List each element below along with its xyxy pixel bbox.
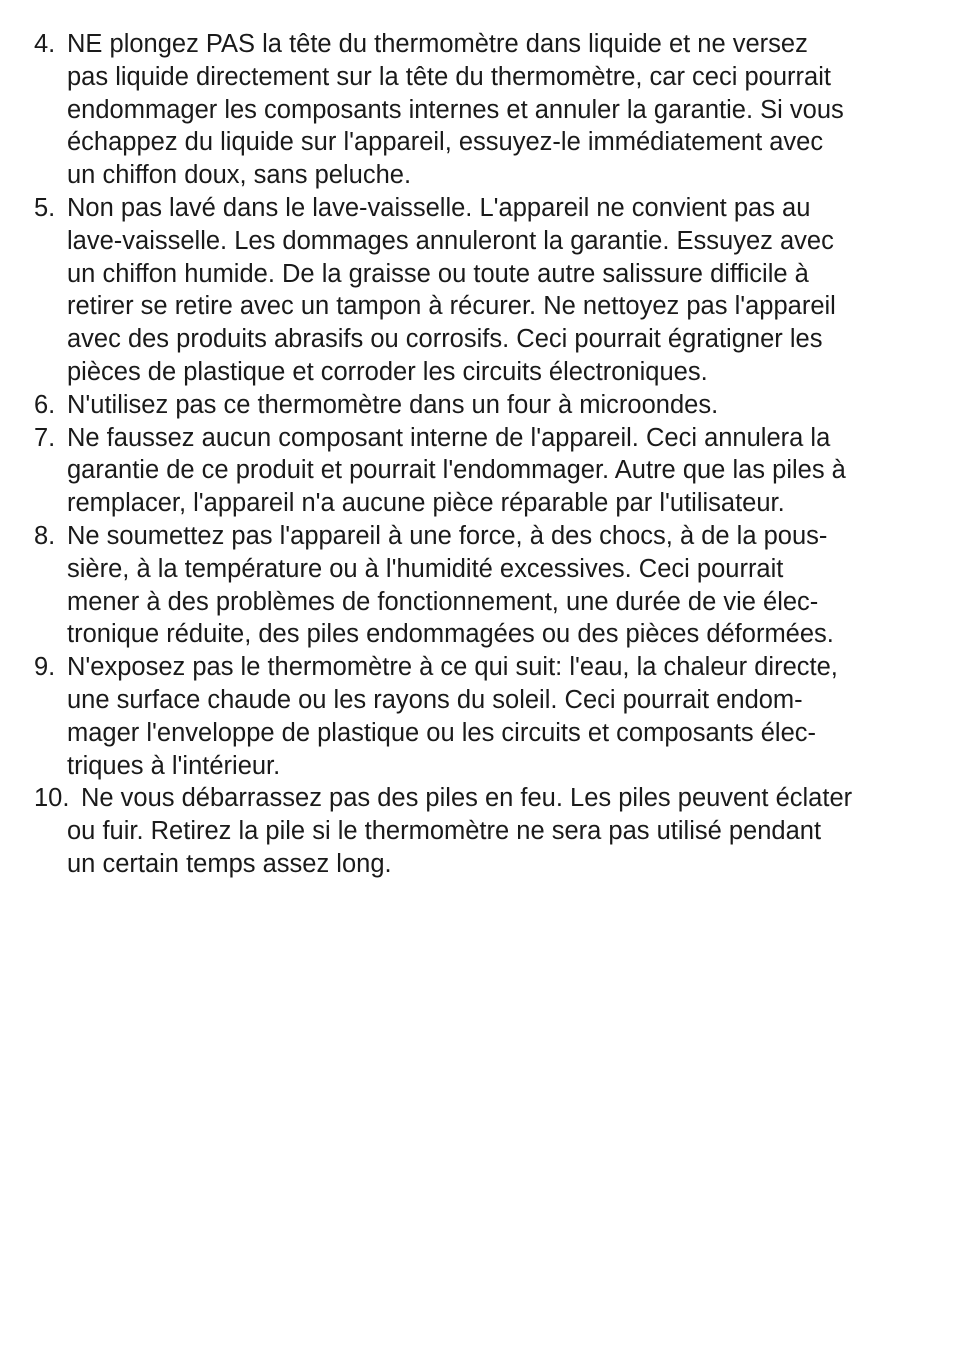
item-line: triques à l'intérieur. <box>67 751 281 780</box>
item-line: une surface chaude ou les rayons du soleil. Ceci pourrait endom- <box>67 685 803 714</box>
item-line: pièces de plastique et corroder les circuits électroniques. <box>67 357 708 386</box>
list-item-10 <box>34 782 934 880</box>
item-number: 7. <box>34 423 56 452</box>
item-number: 8. <box>34 521 56 550</box>
item-line: sière, à la température ou à l'humidité excessives. Ceci pourrait <box>67 554 784 583</box>
item-line: NE plongez PAS la tête du thermomètre dans liquide et ne versez <box>67 30 808 58</box>
item-line: mager l'enveloppe de plastique ou les circuits et composants élec- <box>67 718 817 747</box>
item-line: ou fuir. Retirez la pile si le thermomètre ne sera pas utilisé pendant <box>67 817 822 846</box>
item-line: tronique réduite, des piles endommagées ou des pièces déformées. <box>67 620 834 649</box>
list-item-4 <box>34 28 934 192</box>
list-item-6 <box>34 389 934 422</box>
item-line: Ne faussez aucun composant interne de l'appareil. Ceci annulera la <box>67 423 831 452</box>
item-line: retirer se retire avec un tampon à récurer. Ne nettoyez pas l'appareil <box>67 292 836 321</box>
item-line: remplacer, l'appareil n'a aucune pièce réparable par l'utilisateur. <box>67 489 785 518</box>
item-number: 4. <box>34 30 56 58</box>
item-line: endommager les composants internes et annuler la garantie. Si vous <box>67 95 844 124</box>
item-line: garantie de ce produit et pourrait l'endommager. Autre que las piles à <box>67 456 846 485</box>
item-text <box>67 651 934 782</box>
item-number: 5. <box>34 193 56 222</box>
item-text <box>67 422 934 520</box>
item-text <box>67 192 934 389</box>
item-text <box>67 28 934 192</box>
item-line: avec des produits abrasifs ou corrosifs. Ceci pourrait égratigner les <box>67 325 823 354</box>
item-line: échappez du liquide sur l'appareil, essuyez-le immédiatement avec <box>67 128 824 157</box>
list-item-9 <box>34 651 934 782</box>
item-line: un chiffon humide. De la graisse ou toute autre salissure difficile à <box>67 259 809 288</box>
item-line: Ne soumettez pas l'appareil à une force, à des chocs, à de la pous- <box>67 521 828 550</box>
item-text <box>67 389 934 422</box>
list-item-8 <box>34 520 934 651</box>
item-text <box>67 520 934 651</box>
item-line: Ne vous débarrassez pas des piles en feu. Les piles peuvent éclater <box>81 784 853 813</box>
item-line: N'exposez pas le thermomètre à ce qui suit: l'eau, la chaleur directe, <box>67 653 838 682</box>
item-line: lave-vaisselle. Les dommages annuleront la garantie. Essuyez avec <box>67 226 834 255</box>
item-line: un certain temps assez long. <box>67 849 392 878</box>
item-line: N'utilisez pas ce thermomètre dans un four à microondes. <box>67 390 719 419</box>
item-text <box>67 782 934 880</box>
item-number: 6. <box>34 390 56 419</box>
item-line: pas liquide directement sur la tête du thermomètre, car ceci pourrait <box>67 62 831 91</box>
item-line: mener à des problèmes de fonctionnement, une durée de vie élec- <box>67 587 819 616</box>
item-line: un chiffon doux, sans peluche. <box>67 161 412 190</box>
list-item-7 <box>34 422 934 520</box>
list-item-5 <box>34 192 934 389</box>
instructions-page <box>34 28 934 881</box>
item-number: 9. <box>34 653 56 682</box>
item-line: Non pas lavé dans le lave-vaisselle. L'appareil ne convient pas au <box>67 193 811 222</box>
item-number: 10. <box>34 784 70 813</box>
